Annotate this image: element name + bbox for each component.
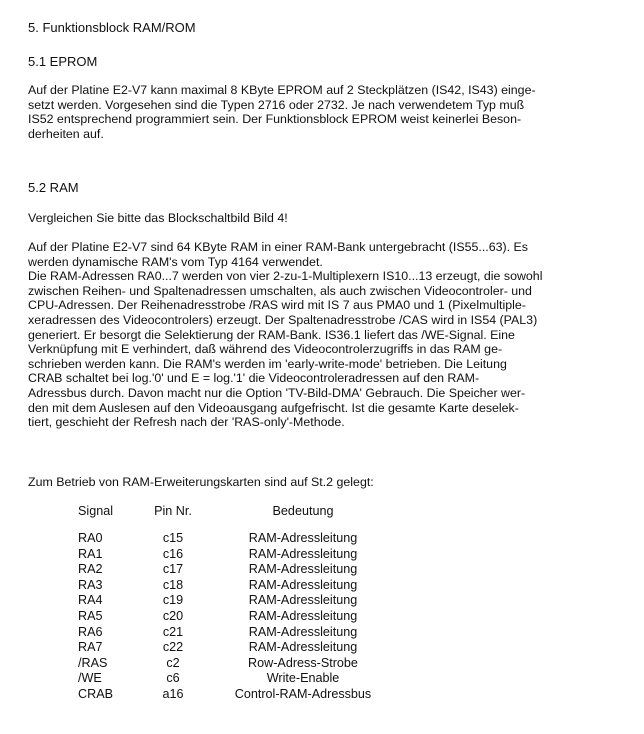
cell-signal: /RAS: [78, 655, 108, 670]
text-line: IS52 entsprechend programmiert sein. Der Funktionsblock EPROM weist keinerlei Beson-: [28, 112, 522, 127]
text-line: werden dynamische RAM's vom Typ 4164 verwendet.: [28, 254, 323, 269]
text-line: Die RAM-Adressen RA0...7 werden von vier 2-zu-1-Multiplexern IS10...13 erzeugt, die sowohl: [28, 269, 543, 284]
table-row: [60, 656, 440, 672]
table-header: [60, 504, 440, 525]
cell-bedeutung: Control-RAM-Adressbus: [234, 686, 372, 701]
section-title: 5. Funktionsblock RAM/ROM: [28, 20, 196, 35]
eprom-heading: 5.1 EPROM: [28, 54, 98, 69]
cell-pin: c18: [162, 577, 184, 592]
table-row: [60, 687, 440, 703]
cell-pin: c2: [166, 655, 180, 670]
cell-signal: RA5: [78, 608, 103, 623]
table-row: [60, 547, 440, 563]
cell-signal: RA7: [78, 640, 103, 655]
signal-table: [60, 504, 440, 703]
text-line: zwischen Reihen- und Spaltenadressen umschalten, als auch zwischen Videocontroler- und: [28, 283, 532, 298]
text-line: Verknüpfung mit E verhindert, daß während des Videocontrolerzugriffs in das RAM ge-: [28, 342, 503, 357]
cell-pin: c22: [162, 640, 184, 655]
cell-signal: RA2: [78, 562, 103, 577]
ram-paragraph: [28, 240, 628, 430]
cell-bedeutung: RAM-Adressleitung: [248, 531, 358, 545]
text-line: xeradressen des Videocontrolers) erzeugt. Der Spaltenadresstrobe /CAS wird in IS54 (PAL3): [28, 312, 538, 327]
cell-pin: c17: [162, 562, 184, 577]
cell-pin: a16: [162, 686, 184, 701]
cell-pin: c6: [166, 671, 180, 686]
table-row: [60, 593, 440, 609]
table-row: [60, 640, 440, 656]
cell-signal: /WE: [78, 671, 102, 686]
text-line: setzt werden. Vorgesehen sind die Typen 2716 oder 2732. Je nach verwendetem Typ muß: [28, 97, 525, 112]
header-signal: Signal: [78, 504, 114, 518]
cell-bedeutung: RAM-Adressleitung: [248, 577, 358, 592]
ram-intro: Vergleichen Sie bitte das Blockschaltbild Bild 4!: [28, 211, 288, 225]
table-row: [60, 531, 440, 547]
text-line: tiert, geschieht der Refresh nach der 'RAS-only'-Methode.: [28, 415, 345, 430]
header-bedeutung: Bedeutung: [272, 504, 334, 518]
text-line: Auf der Platine E2-V7 kann maximal 8 KByte EPROM auf 2 Steckplätzen (IS42, IS43) einge-: [28, 83, 536, 97]
cell-pin: c21: [162, 624, 184, 639]
ram-heading: 5.2 RAM: [28, 180, 79, 195]
cell-bedeutung: Write-Enable: [266, 671, 340, 686]
cell-signal: RA1: [78, 546, 103, 561]
text-line: schrieben werden kann. Die RAM's werden im 'early-write-mode' betrieben. Die Leitung: [28, 356, 507, 371]
cell-bedeutung: RAM-Adressleitung: [248, 593, 358, 608]
table-row: [60, 625, 440, 641]
cell-signal: CRAB: [78, 686, 113, 701]
text-line: CPU-Adressen. Der Reihenadresstrobe /RAS wird mit IS 7 aus PMA0 und 1 (Pixelmultiple-: [28, 298, 526, 313]
cell-pin: c20: [162, 608, 184, 623]
header-pin: Pin Nr.: [154, 504, 192, 518]
cell-bedeutung: RAM-Adressleitung: [248, 608, 358, 623]
eprom-paragraph: [28, 83, 628, 141]
table-row: [60, 578, 440, 594]
extension-intro: Zum Betrieb von RAM-Erweiterungskarten sind auf St.2 gelegt:: [28, 475, 374, 489]
text-line: den mit dem Auslesen auf den Videoausgang aufgefrischt. Ist die gesamte Karte deselek-: [28, 400, 519, 415]
cell-bedeutung: RAM-Adressleitung: [248, 562, 358, 577]
cell-signal: RA6: [78, 624, 103, 639]
cell-signal: RA3: [78, 577, 103, 592]
cell-bedeutung: RAM-Adressleitung: [248, 546, 358, 561]
cell-pin: c15: [162, 531, 184, 545]
cell-bedeutung: Row-Adress-Strobe: [248, 655, 358, 670]
table-row: [60, 562, 440, 578]
cell-signal: RA0: [78, 531, 103, 545]
text-line: Adressbus durch. Davon macht nur die Option 'TV-Bild-DMA' Gebrauch. Die Speicher wer-: [28, 385, 526, 400]
cell-signal: RA4: [78, 593, 103, 608]
cell-pin: c19: [162, 593, 184, 608]
cell-pin: c16: [162, 546, 184, 561]
text-line: Auf der Platine E2-V7 sind 64 KByte RAM in einer RAM-Bank untergebracht (IS55...63). Es: [28, 240, 528, 254]
table-row: [60, 671, 440, 687]
cell-bedeutung: RAM-Adressleitung: [248, 640, 358, 655]
cell-bedeutung: RAM-Adressleitung: [248, 624, 358, 639]
table-row: [60, 609, 440, 625]
text-line: generiert. Er besorgt die Selektierung der RAM-Bank. IS36.1 liefert das /WE-Signal. Eine: [28, 327, 515, 342]
text-line: derheiten auf.: [28, 126, 104, 141]
text-line: CRAB schaltet bei log.'0' und E = log.'1' die Videocontroleradressen auf den RAM-: [28, 371, 480, 386]
